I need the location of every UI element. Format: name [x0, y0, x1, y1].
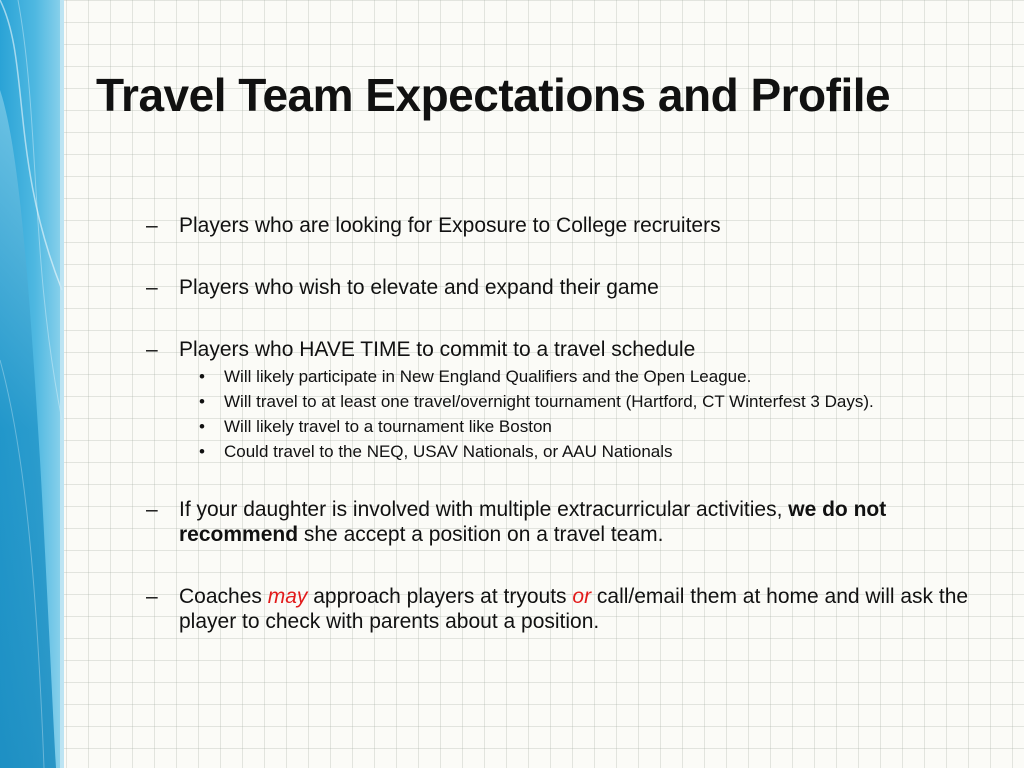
sub-list-item — [199, 439, 996, 464]
item-text: Players who HAVE TIME to commit to a travel schedule — [179, 338, 696, 361]
slide-title: Travel Team Expectations and Profile — [96, 69, 891, 121]
item-text-part: approach players at tryouts — [307, 585, 573, 608]
dash-marker: – — [146, 276, 158, 299]
item-text-part: call/email them at home and will ask the player to check with parents about a position. — [179, 585, 969, 633]
item-text-part: Coaches — [179, 585, 268, 608]
item-emphasis-text: or — [572, 585, 592, 608]
bullet-marker: • — [199, 367, 205, 386]
list-item — [146, 337, 996, 464]
sub-list-item — [199, 414, 996, 439]
item-text: Players who are looking for Exposure to College recruiters — [179, 214, 721, 237]
list-item — [146, 584, 996, 634]
sub-list-item — [199, 389, 996, 414]
dash-marker: – — [146, 214, 158, 237]
item-text-part: If your daughter is involved with multiple extracurricular activities, — [179, 498, 789, 521]
item-bold-text: we do not recommend — [179, 498, 887, 546]
sub-item-text: Will likely travel to a tournament like Boston — [224, 417, 552, 436]
bullet-marker: • — [199, 392, 205, 411]
sub-bullet-list — [179, 364, 996, 464]
item-emphasis-text: may — [267, 585, 308, 608]
list-item — [146, 497, 996, 547]
dash-marker: – — [146, 338, 158, 361]
bullet-list — [146, 213, 996, 634]
item-text: Players who wish to elevate and expand their game — [179, 276, 659, 299]
bullet-marker: • — [199, 442, 205, 461]
sub-list-item — [199, 364, 996, 389]
sub-item-text: Could travel to the NEQ, USAV Nationals, or AAU Nationals — [224, 442, 673, 461]
sub-item-text: Will likely participate in New England Qualifiers and the Open League. — [224, 367, 752, 386]
list-item — [146, 213, 996, 238]
side-decorative-band — [0, 0, 64, 768]
dash-marker: – — [146, 498, 158, 521]
list-item — [146, 275, 996, 300]
item-text-part: she accept a position on a travel team. — [298, 523, 664, 546]
sub-item-text: Will travel to at least one travel/overnight tournament (Hartford, CT Winterfest 3 Days). — [224, 392, 874, 411]
dash-marker: – — [146, 585, 158, 608]
bullet-marker: • — [199, 417, 205, 436]
